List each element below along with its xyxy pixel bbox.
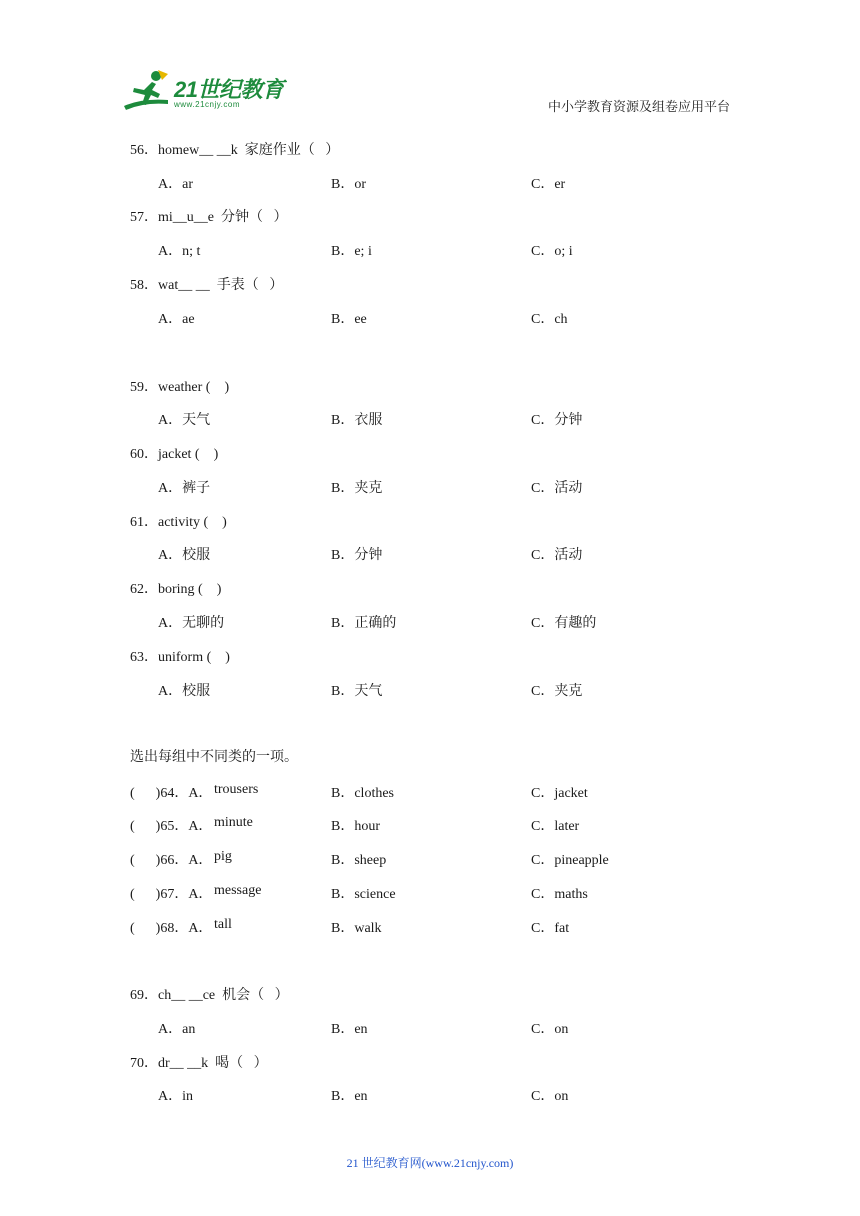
question-65: [0, 815, 860, 835]
logo-text: 21世纪教育: [174, 77, 284, 102]
footer-link[interactable]: 21 世纪教育网(www.21cnjy.com): [346, 1156, 514, 1170]
options-58: [0, 308, 860, 328]
option-a: minute: [214, 815, 253, 830]
option-c: C．on: [531, 1089, 569, 1104]
question-stem: 56．homew__ __k 家庭作业（ ）: [130, 143, 340, 158]
option-b: B．science: [331, 887, 396, 902]
answer-paren: ( )66．A．: [130, 853, 213, 868]
option-c: C．活动: [531, 548, 583, 563]
option-b: B．衣服: [331, 413, 383, 428]
site-logo: [122, 68, 292, 114]
answer-paren: ( )65．A．: [130, 819, 213, 834]
option-c: C．分钟: [531, 413, 583, 428]
question-stem: 60．jacket ( ): [130, 447, 219, 462]
platform-name: 中小学教育资源及组卷应用平台: [547, 99, 730, 114]
logo-subtext: www.21cnjy.com: [174, 100, 240, 109]
answer-paren: ( )68．A．: [130, 921, 213, 936]
question-stem: 62．boring ( ): [130, 582, 222, 597]
option-c: C．o; i: [531, 244, 573, 259]
question-stem: 63．uniform ( ): [130, 650, 230, 665]
question-70: [0, 1052, 860, 1072]
option-a: A．天气: [158, 413, 211, 428]
option-b: B．hour: [331, 819, 380, 834]
question-68: [0, 917, 860, 937]
option-c: C．on: [531, 1022, 569, 1037]
option-a: A．an: [158, 1022, 196, 1037]
option-a: A．in: [158, 1089, 193, 1104]
options-62: [0, 612, 860, 632]
option-b: B．walk: [331, 921, 382, 936]
question-62: [0, 578, 860, 598]
option-b: B．en: [331, 1089, 368, 1104]
question-64: [0, 782, 860, 802]
question-stem: 61．activity ( ): [130, 515, 227, 530]
options-59: [0, 409, 860, 429]
question-59: [0, 376, 860, 396]
option-a: tall: [214, 917, 232, 932]
page-header: [0, 0, 860, 125]
option-a: pig: [214, 849, 232, 864]
options-70: [0, 1085, 860, 1105]
option-c: C．er: [531, 177, 566, 192]
question-stem: 58．wat__ __ 手表（ ）: [130, 278, 284, 293]
question-61: [0, 511, 860, 531]
options-57: [0, 240, 860, 260]
question-stem: 59．weather ( ): [130, 380, 230, 395]
option-b: B．ee: [331, 312, 367, 327]
options-69: [0, 1018, 860, 1038]
option-b: B．天气: [331, 684, 383, 699]
option-b: B．or: [331, 177, 366, 192]
option-b: B．正确的: [331, 616, 397, 631]
option-b: B．夹克: [331, 481, 383, 496]
question-60: [0, 443, 860, 463]
option-c: C．pineapple: [531, 853, 609, 868]
question-69: [0, 984, 860, 1004]
runner-icon: [122, 68, 172, 114]
question-stem: 57．mi__u__e 分钟（ ）: [130, 210, 288, 225]
option-a: A．校服: [158, 684, 211, 699]
option-b: B．clothes: [331, 786, 394, 801]
option-b: B．en: [331, 1022, 368, 1037]
option-a: A．ae: [158, 312, 195, 327]
option-a: A．n; t: [158, 244, 201, 259]
option-a: A．校服: [158, 548, 211, 563]
option-b: B．sheep: [331, 853, 387, 868]
option-c: C．ch: [531, 312, 568, 327]
options-63: [0, 680, 860, 700]
options-56: [0, 173, 860, 193]
question-57: [0, 206, 860, 226]
options-61: [0, 544, 860, 564]
question-stem: 69．ch__ __ce 机会（ ）: [130, 988, 289, 1003]
option-c: C．later: [531, 819, 580, 834]
question-63: [0, 646, 860, 666]
option-a: A．无聊的: [158, 616, 225, 631]
options-60: [0, 477, 860, 497]
question-56: [0, 139, 860, 159]
option-c: C．夹克: [531, 684, 583, 699]
answer-paren: ( )64．A．: [130, 786, 213, 801]
option-c: C．活动: [531, 481, 583, 496]
option-b: B．e; i: [331, 244, 372, 259]
option-c: C．fat: [531, 921, 570, 936]
option-b: B．分钟: [331, 548, 383, 563]
question-67: [0, 883, 860, 903]
option-c: C．有趣的: [531, 616, 597, 631]
option-c: C．jacket: [531, 786, 588, 801]
option-a: A．ar: [158, 177, 193, 192]
answer-paren: ( )67．A．: [130, 887, 213, 902]
option-c: C．maths: [531, 887, 588, 902]
question-stem: 70．dr__ __k 喝（ ）: [130, 1056, 268, 1071]
option-a: A．裤子: [158, 481, 211, 496]
section-title: 选出每组中不同类的一项。: [130, 750, 298, 765]
question-66: [0, 849, 860, 869]
option-a: trousers: [214, 782, 259, 797]
option-a: message: [214, 883, 262, 898]
question-58: [0, 274, 860, 294]
